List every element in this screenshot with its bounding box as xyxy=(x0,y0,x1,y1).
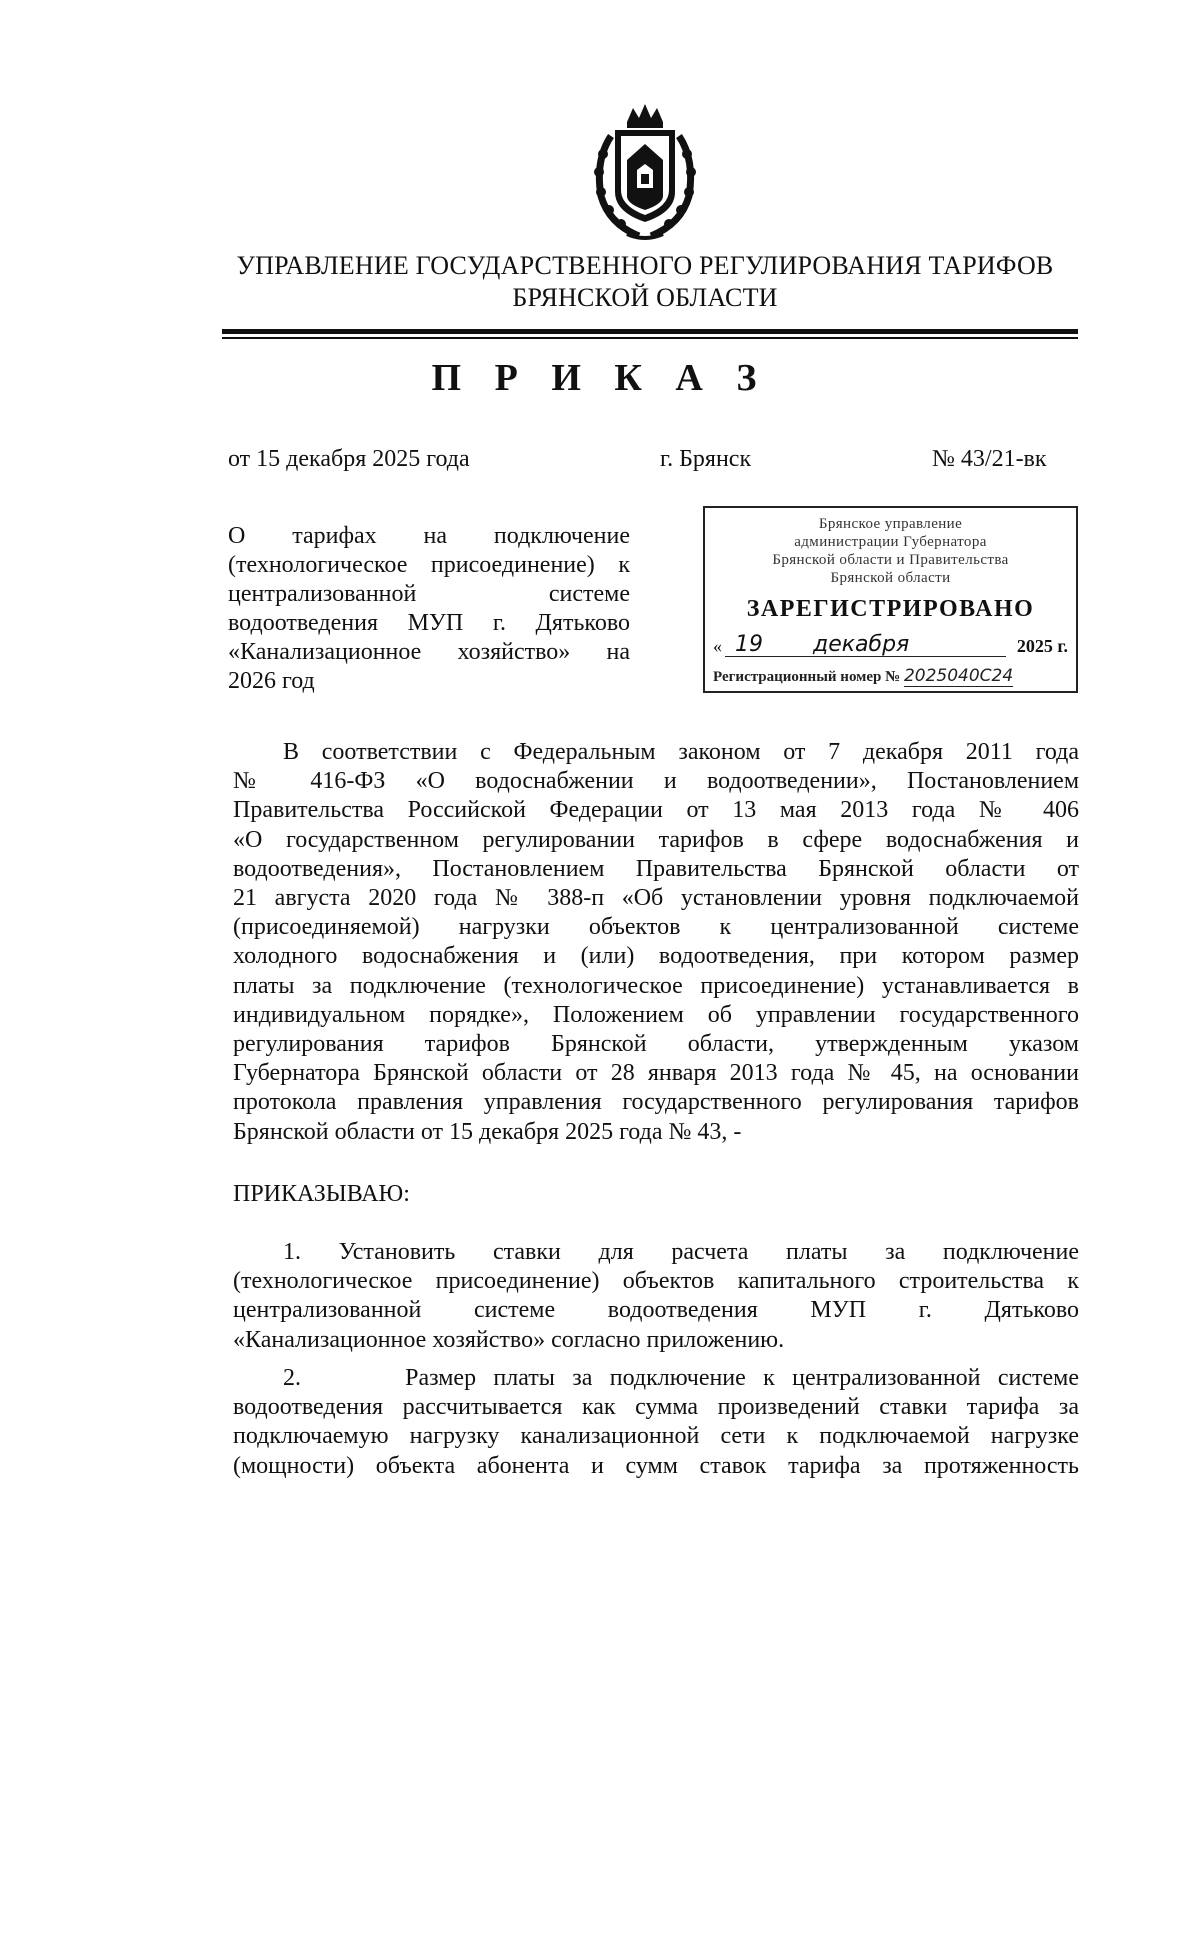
stamp-month: декабря xyxy=(813,632,910,657)
paragraph-line: «Канализационное хозяйство» согласно приложению. xyxy=(233,1326,785,1353)
organization-title xyxy=(200,250,1090,314)
stamp-day: 19 xyxy=(735,632,763,657)
document-title: П Р И К А З xyxy=(431,357,769,399)
stamp-line: Брянской области xyxy=(830,570,951,586)
subject-line: (технологическое присоединение) к xyxy=(228,552,630,578)
stamp-reg-number: 2025040С24 xyxy=(903,666,1014,686)
paragraph-line: Правительства Российской Федерации от 13 мая 2013 года № 406 xyxy=(233,797,1079,824)
stamp-date xyxy=(713,634,1068,660)
paragraph-line: платы за подключение (технологическое присоединение) устанавливается в xyxy=(233,972,1079,999)
paragraph-line: централизованной системе водоотведения МУП г. Дятьково xyxy=(233,1297,1079,1324)
paragraph-line: водоотведения рассчитывается как сумма произведений ставки тарифа за xyxy=(233,1394,1079,1421)
paragraph-line: индивидуальном порядке», Положением об управлении государственного xyxy=(233,1001,1079,1028)
document-subject xyxy=(228,522,630,696)
order-item-2 xyxy=(233,1364,1079,1481)
subject-line: 2026 год xyxy=(228,668,315,694)
paragraph-line: регулирования тарифов Брянской области, утвержденным указом xyxy=(233,1031,1079,1058)
paragraph-line: подключаемую нагрузку канализационной сети к подключаемой нагрузке xyxy=(233,1423,1079,1450)
registration-stamp xyxy=(703,506,1078,693)
stamp-date-underline xyxy=(725,656,1006,657)
subject-line: централизованной системе xyxy=(228,581,630,607)
paragraph-line: «О государственном регулировании тарифов в сфере водоснабжения и xyxy=(233,826,1079,853)
subject-line: О тарифах на подключение xyxy=(228,523,630,549)
paragraph-line: Брянской области от 15 декабря 2025 года № 43, - xyxy=(233,1118,742,1145)
stamp-line: Брянской области и Правительства xyxy=(772,552,1009,568)
paragraph-line: (технологическое присоединение) объектов капитального строительства к xyxy=(233,1268,1079,1295)
stamp-year: 2025 г. xyxy=(1016,636,1068,656)
paragraph-line: 21 августа 2020 года № 388-п «Об установлении уровня подключаемой xyxy=(233,885,1079,912)
document-date: от 15 декабря 2025 года xyxy=(228,446,470,472)
stamp-line: администрации Губернатора xyxy=(794,534,987,550)
stamp-quote: « xyxy=(713,636,722,656)
paragraph-line: Губернатора Брянской области от 28 января 2013 года № 45, на основании xyxy=(233,1060,1079,1087)
document-city: г. Брянск xyxy=(660,446,752,472)
paragraph-line: водоотведения», Постановлением Правительства Брянской области от xyxy=(233,855,1079,882)
stamp-reg-label: Регистрационный номер № xyxy=(713,669,901,685)
paragraph-line: 2. Размер платы за подключение к централизованной системе xyxy=(283,1365,1079,1391)
order-item-1 xyxy=(233,1238,1079,1355)
paragraph-line: № 416-ФЗ «О водоснабжении и водоотведении», Постановлением xyxy=(233,768,1079,795)
stamp-registration-number xyxy=(713,666,1013,686)
stamp-registered-label: ЗАРЕГИСТРИРОВАНО xyxy=(746,596,1035,622)
paragraph-line: (присоединяемой) нагрузки объектов к централизованной системе xyxy=(233,914,1079,941)
paragraph-line: В соответствии с Федеральным законом от 7 декабря 2011 года xyxy=(283,739,1079,765)
coat-of-arms-icon xyxy=(587,100,703,244)
document-number: № 43/21-вк xyxy=(932,446,1047,472)
organization-title-line2: БРЯНСКОЙ ОБЛАСТИ xyxy=(512,283,778,312)
header-divider-thin xyxy=(222,337,1078,339)
paragraph-line: протокола правления управления государственного регулирования тарифов xyxy=(233,1089,1079,1116)
order-heading: ПРИКАЗЫВАЮ: xyxy=(233,1181,410,1207)
subject-line: «Канализационное хозяйство» на xyxy=(228,639,630,665)
preamble-paragraph xyxy=(233,738,1079,1147)
organization-title-line1: УПРАВЛЕНИЕ ГОСУДАРСТВЕННОГО РЕГУЛИРОВАНИЯ ТАРИФОВ xyxy=(236,251,1054,280)
paragraph-line: холодного водоснабжения и (или) водоотведения, при котором размер xyxy=(233,943,1079,970)
stamp-line: Брянское управление xyxy=(818,516,963,532)
header-divider-thick xyxy=(222,329,1078,334)
subject-line: водоотведения МУП г. Дятьково xyxy=(228,610,630,636)
paragraph-line: (мощности) объекта абонента и сумм ставок тарифа за протяженность xyxy=(233,1452,1079,1479)
paragraph-line: 1. Установить ставки для расчета платы за подключение xyxy=(283,1239,1079,1265)
